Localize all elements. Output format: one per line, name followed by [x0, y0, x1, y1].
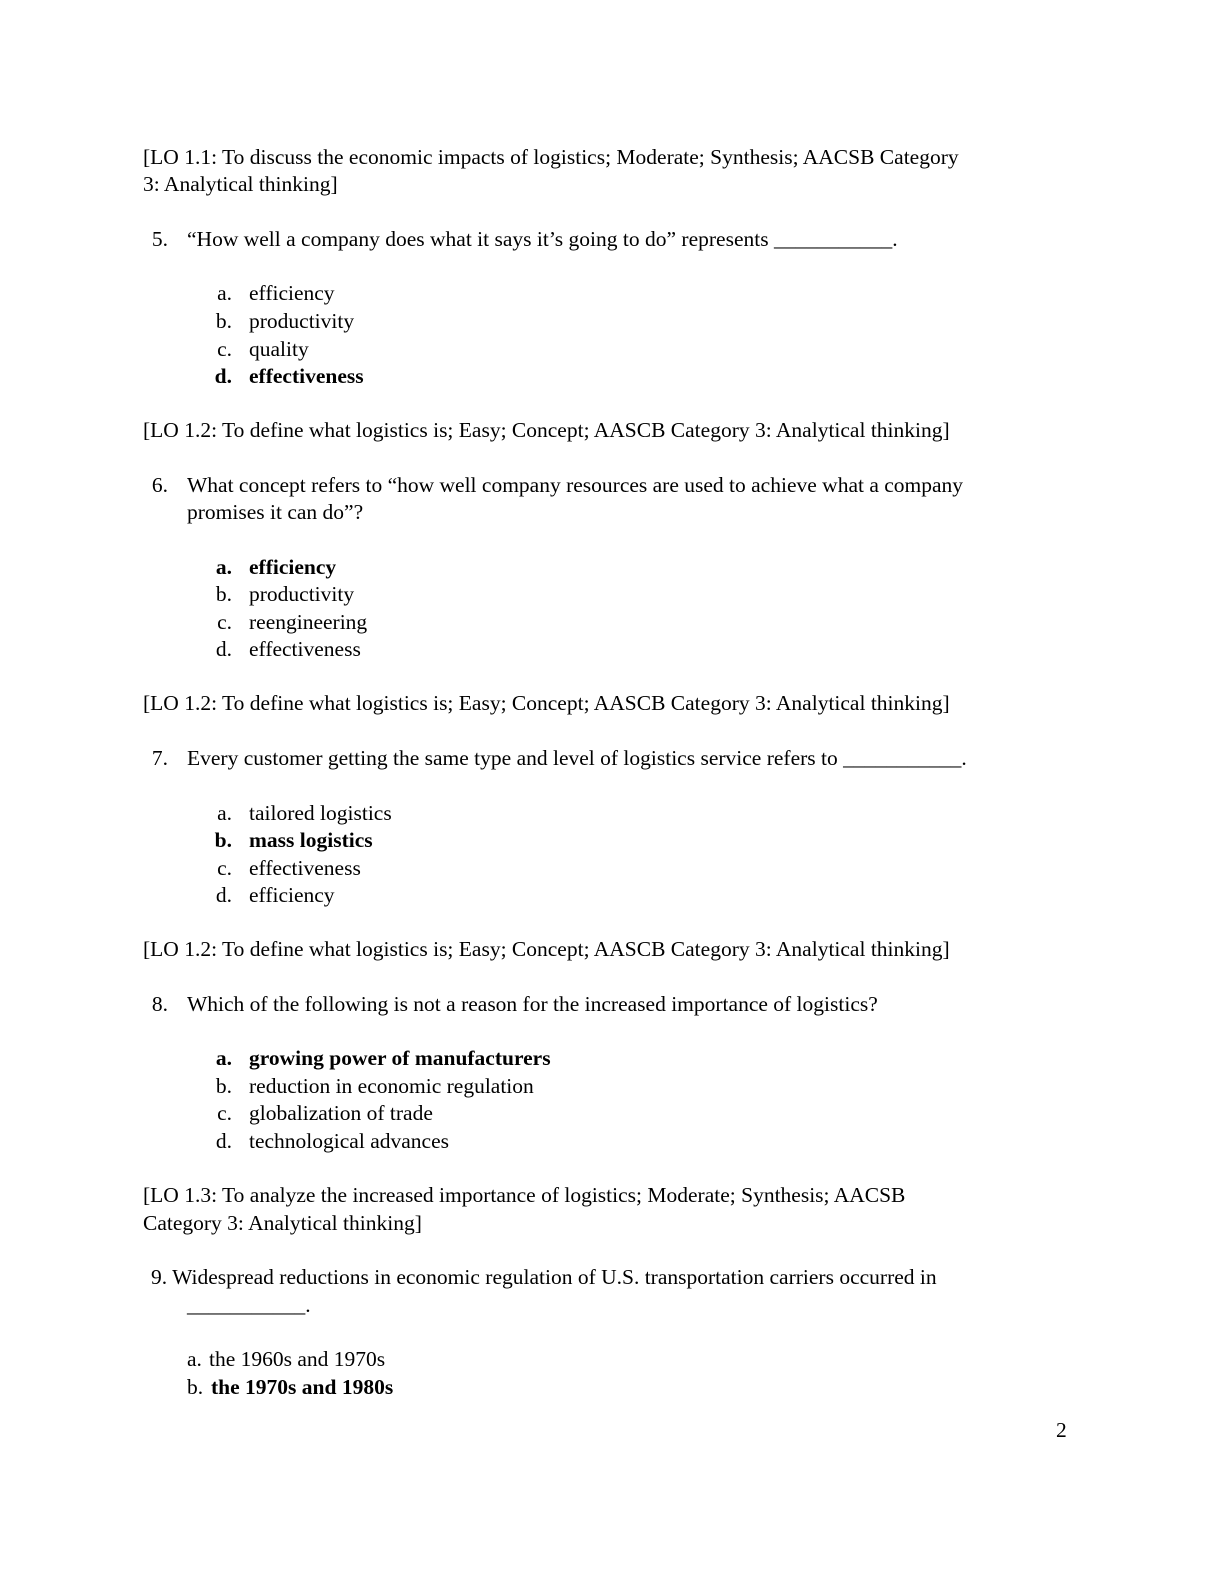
option-text: growing power of manufacturers	[249, 1046, 551, 1070]
option-letter: b.	[214, 828, 232, 852]
learning-objective: [LO 1.2: To define what logistics is; Easy; Concept; AASCB Category 3: Analytical thinking]	[143, 691, 950, 715]
option-letter: a.	[187, 1347, 202, 1371]
learning-objective-line2: Category 3: Analytical thinking]	[143, 1211, 422, 1235]
option-letter: c.	[217, 610, 232, 634]
option-text: quality	[249, 337, 309, 361]
option-letter: c.	[217, 1101, 232, 1125]
question-number: 5.	[151, 227, 168, 251]
option-text: productivity	[249, 309, 355, 333]
option-text: the 1960s and 1970s	[209, 1347, 386, 1371]
option-letter: c.	[217, 337, 232, 361]
option-text: efficiency	[249, 555, 337, 579]
option-letter: b.	[215, 1074, 232, 1098]
option-text: productivity	[249, 582, 355, 606]
question-number: 7.	[151, 746, 168, 770]
question-text: Every customer getting the same type and level of logistics service refers to ___________.	[187, 746, 967, 770]
option-text: effectiveness	[249, 856, 361, 880]
option-text: mass logistics	[249, 828, 373, 852]
option-letter: a.	[215, 1046, 232, 1070]
option-letter: d.	[215, 883, 232, 907]
question-text-line2: ___________.	[187, 1293, 311, 1317]
option-text: reduction in economic regulation	[249, 1074, 534, 1098]
option-letter: a.	[215, 555, 232, 579]
question-text-line2: promises it can do”?	[187, 500, 364, 524]
option-text: efficiency	[249, 281, 335, 305]
option-letter: d.	[215, 1129, 232, 1153]
option-text: effectiveness	[249, 637, 361, 661]
learning-objective-q4-line2: 3: Analytical thinking]	[143, 172, 338, 196]
option-letter: a.	[217, 281, 232, 305]
question-number: 6.	[151, 473, 168, 497]
option-text: technological advances	[249, 1129, 449, 1153]
option-text: tailored logistics	[249, 801, 392, 825]
question-text: Which of the following is not a reason for the increased importance of logistics?	[187, 992, 878, 1016]
question-text: “How well a company does what it says it’s going to do” represents ___________.	[187, 227, 898, 251]
option-letter: b.	[215, 309, 232, 333]
option-letter: d.	[215, 637, 232, 661]
question-text-line1: What concept refers to “how well company resources are used to achieve what a company	[187, 473, 964, 497]
question-text-line1: 9. Widespread reductions in economic regulation of U.S. transportation carriers occurred in	[151, 1265, 937, 1289]
option-text: the 1970s and 1980s	[211, 1375, 394, 1399]
learning-objective: [LO 1.2: To define what logistics is; Easy; Concept; AASCB Category 3: Analytical thinking]	[143, 418, 950, 442]
page-number: 2	[1056, 1418, 1067, 1442]
option-letter: c.	[217, 856, 232, 880]
option-letter: b.	[187, 1375, 204, 1399]
option-letter: d.	[214, 364, 232, 388]
learning-objective-line1: [LO 1.3: To analyze the increased importance of logistics; Moderate; Synthesis; AACSB	[143, 1183, 906, 1207]
option-letter: a.	[217, 801, 232, 825]
learning-objective: [LO 1.2: To define what logistics is; Easy; Concept; AASCB Category 3: Analytical thinking]	[143, 937, 950, 961]
option-text: effectiveness	[249, 364, 364, 388]
option-letter: b.	[215, 582, 232, 606]
option-text: globalization of trade	[249, 1101, 433, 1125]
question-number: 8.	[151, 992, 168, 1016]
option-text: reengineering	[249, 610, 368, 634]
option-text: efficiency	[249, 883, 335, 907]
learning-objective-q4-line1: [LO 1.1: To discuss the economic impacts of logistics; Moderate; Synthesis; AACSB Category	[143, 145, 959, 169]
